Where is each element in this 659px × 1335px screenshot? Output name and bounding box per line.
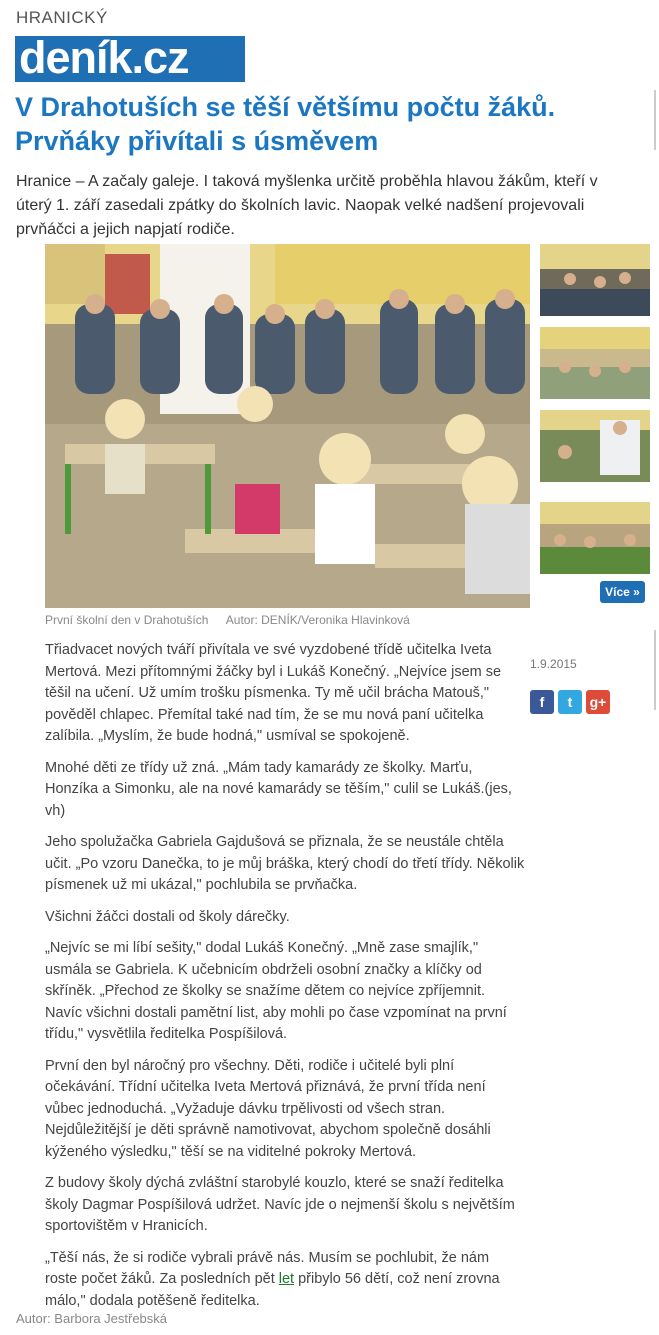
scroll-edge-mark: [654, 90, 656, 150]
main-photo[interactable]: [45, 244, 530, 608]
region-label: HRANICKÝ: [16, 8, 108, 27]
photo-author: Autor: DENÍK/Veronika Hlavinková: [225, 613, 410, 627]
paragraph: Všichni žáčci dostali od školy dárečky.: [45, 908, 290, 925]
google-plus-icon[interactable]: g+: [586, 690, 610, 714]
inline-link-let[interactable]: let: [278, 1271, 295, 1287]
article-body: [45, 640, 525, 1322]
photo-caption: [45, 613, 410, 627]
photo-caption-text: První školní den v Drahotuších: [45, 613, 209, 627]
paragraph: Z budovy školy dýchá zvláštní starobylé kouzlo, které se snaží ředitelka školy Dagmar Pospíšilová udržet. Navíc jde o nejmenší školu s největším sportovištěm v Hranicích.: [45, 1175, 515, 1234]
gallery-thumb-1[interactable]: [540, 244, 650, 316]
gallery-thumb-4[interactable]: [540, 502, 650, 574]
paragraph: [45, 1248, 525, 1313]
gallery-thumb-2[interactable]: [540, 327, 650, 399]
scroll-edge-mark: [654, 630, 656, 710]
paragraph-text: „Těší nás, že si rodiče vybrali právě nás. Musím se pochlubit, že nám roste počet žáků. Za posledních pět: [45, 1249, 490, 1287]
denik-logo[interactable]: deník.cz: [15, 36, 245, 82]
twitter-icon[interactable]: t: [558, 690, 582, 714]
article-perex: Hranice – A začaly galeje. I taková myšlenka určitě proběhla hlavou žákům, kteří v úterý 1. září zasedali zpátky do školních lavic. Naopak velké nadšení projevovali prvňáčci a jejich napjatí rodiče.: [16, 173, 598, 238]
publish-date: 1.9.2015: [530, 657, 577, 671]
share-buttons: [530, 690, 610, 714]
article-byline: Autor: Barbora Jestřebská: [16, 1311, 168, 1326]
paragraph-text: přibylo 56 dětí, což není zrovna málo," dodala potěšeně ředitelka.: [45, 1271, 500, 1309]
more-photos-button[interactable]: Více »: [600, 581, 645, 603]
article-title: V Drahotuších se těší většímu počtu žáků. Prvňáky přivítali s úsměvem: [15, 92, 556, 156]
paragraph: Jeho spolužačka Gabriela Gajdušová se přiznala, že se neustále chtěla učit. „Po vzoru Danečka, to je můj bráška, který chodí do třetí třídy. Několik písmenek už mi ukázal," pochlubila se prvňačka.: [45, 834, 525, 893]
gallery-thumb-3[interactable]: [540, 410, 650, 482]
paragraph: Mnohé děti ze třídy už zná. „Mám tady kamarády ze školky. Marťu, Honzíka a Simonku, ale na nové kamarády se těším," culil se Lukáš.(jes, vh): [45, 759, 512, 819]
paragraph: „Nejvíc se mi líbí sešity," dodal Lukáš Konečný. „Mně zase smajlík," usmála se Gabriela. K učebnicím obdrželi osobní značky a klíčky od skříněk. „Přechod ze školky se snažíme dětem co nejvíce zpříjemnit. Navíc všichni dostali pamětní list, aby mohli po čase vzpomínat na první třídu," vysvětlila ředitelka Pospíšilová.: [45, 940, 507, 1042]
classroom-photo: [45, 244, 530, 608]
paragraph: První den byl náročný pro všechny. Děti, rodiče i učitelé byli plní očekávání. Třídní učitelka Iveta Mertová přiznává, že první třída není vůbec jednoduchá. „Vyžaduje dávku trpělivosti od všech stran. Nejdůležitější je děti správně namotivovat, abychom společně dosáhli kýženého výsledku," těší se na viditelné pokroky Mertová.: [45, 1057, 491, 1160]
paragraph: Třiadvacet nových tváří přivítala ve své vyzdobené třídě učitelka Iveta Mertová. Mezi přítomnými žáčky byl i Lukáš Konečný. „Nejvíce jsem se těšil na učení. Už umím trošku písmenka. Ty mě učil brácha Matouš," pověděl chlapec. Přemítal také nad tím, že se mu nová paní učitelka zalíbila. „Myslím, že bude hodná," usmíval se spokojeně.: [45, 642, 502, 744]
facebook-icon[interactable]: f: [530, 690, 554, 714]
